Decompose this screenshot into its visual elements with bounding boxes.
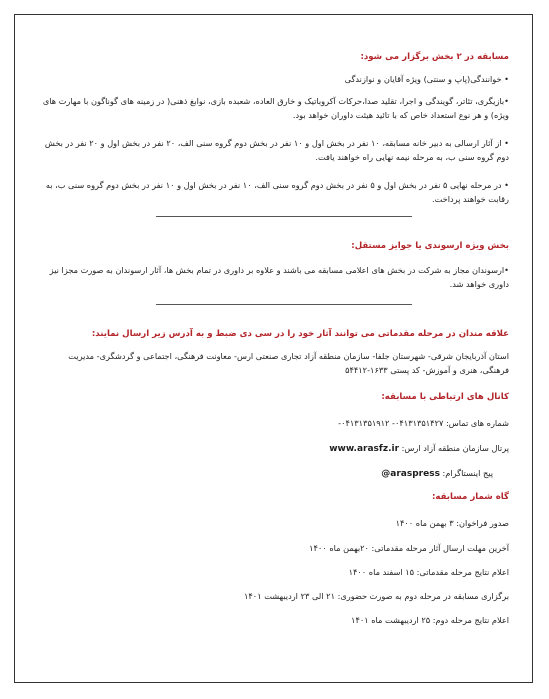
section1-bullet-2: •بازیگری، تئاتر، گویندگی و اجرا، تقلید صدا،حرکات آکروباتیک و خارق العاده، شعبده بازی، نوابغ ذهنی( در زمینه های گوناگون با مهارت های ویژه) و هر نوع استعداد خاص که با تائید هیئت داوران خواهد بود. [42, 96, 509, 120]
timeline-item: صدور فراخوان: ۳ بهمن ماه ۱۴۰۰ [395, 518, 509, 528]
section2-heading: بخش ویژه ارسوندی یا جوایز مستقل: [351, 241, 509, 251]
portal-line [329, 443, 509, 454]
section1-bullet-3: • از آثار ارسالی به دبیر خانه مسابقه، ۱۰ نفر در بخش اول و ۱۰ نفر در بخش دوم گروه سنی الف، ۲۰ نفر در بخش اول و ۲۰ نفر در بخش دوم گروه سنی ب، به مرحله نیمه نهایی راه خواهند یافت. [44, 138, 509, 162]
portal-label: پرتال سازمان منطقه آزاد ارس: [401, 443, 509, 453]
timeline-item: اعلام نتایج مرحله مقدماتی: ۱۵ اسفند ماه ۱۴۰۰ [348, 567, 509, 577]
instagram-handle[interactable]: @araspress [381, 469, 440, 479]
contact-heading: کانال های ارتباطی با مسابقه: [381, 392, 509, 402]
section1-bullet-1: • خوانندگی(پاپ و سنتی) ویژه آقایان و نوازندگی [344, 74, 509, 84]
section2-text: •ارسوندان مجاز به شرکت در بخش های اعلامی مسابقه می باشند و علاوه بر داوری در تمام بخش ها، آثار ارسوندان به صورت مجزا نیز داوری خواهد شد. [49, 265, 509, 289]
instagram-line [381, 468, 493, 479]
section1-heading: مسابقه در ۲ بخش برگزار می شود: [360, 52, 509, 62]
separator-1 [156, 216, 412, 217]
portal-url-link[interactable]: www.arasfz.ir [329, 444, 400, 454]
instagram-label: پیج اینستاگرام: [442, 468, 493, 478]
section3-heading: علاقه مندان در مرحله مقدماتی می توانند آثار خود را در سی دی ضبط و به آدرس زیر ارسال نمایند: [91, 329, 509, 339]
timeline-heading: گاه شمار مسابقه: [431, 492, 509, 502]
timeline-item: اعلام نتایج مرحله دوم: ۲۵ اردیبهشت ماه ۱۴۰۱ [351, 615, 509, 625]
separator-2 [156, 304, 412, 305]
timeline-item: آخرین مهلت ارسال آثار مرحله مقدماتی: ۲۰بهمن ماه ۱۴۰۰ [309, 543, 509, 553]
address-text: استان آذربایجان شرقی- شهرستان جلفا- سازمان منطقه آزاد تجاری صنعتی ارس- معاونت فرهنگی، اجتماعی و گردشگری- مدیریت فرهنگی، هنری و آموزش- کد پستی ۱۶۳۳-۵۴۴۱۲ [68, 351, 509, 375]
section1-bullet-4: • در مرحله نهایی ۵ نفر در بخش اول و ۵ نفر در بخش دوم گروه سنی الف، ۱۰ نفر در بخش اول و ۱۰ نفر در بخش دوم گروه سنی ب، به رقابت خواهند پرداخت. [45, 180, 509, 204]
phone-numbers: شماره های تماس: ۰۴۱۳۱۳۵۱۴۲۷- ۰۴۱۳۱۳۵۱۹۱۲- [338, 418, 509, 428]
timeline-item: برگزاری مسابقه در مرحله دوم به صورت حضوری: ۲۱ الی ۲۳ اردیبهشت ۱۴۰۱ [244, 591, 509, 601]
